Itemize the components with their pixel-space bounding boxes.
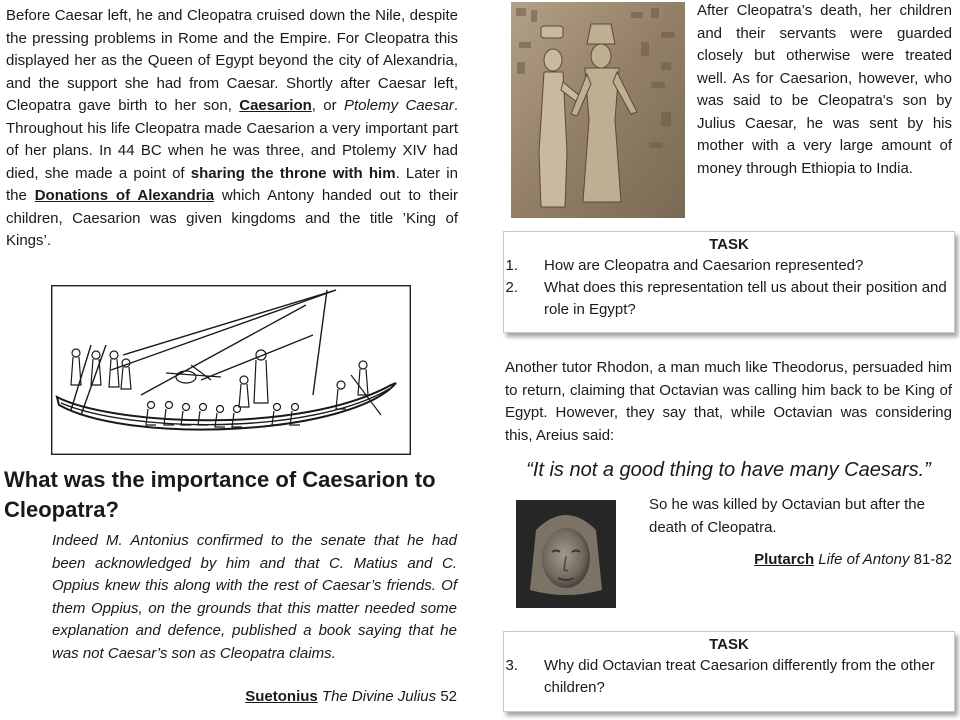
task-question: Why did Octavian treat Caesarion differently from the other children? [544, 657, 935, 696]
task-box-2 [503, 631, 955, 712]
task-item [504, 255, 954, 277]
rhodon-paragraph: Another tutor Rhodon, a man much like Theodorus, persuaded him to return, claiming that Octavian was calling him back to be King of Egypt. However, they say that, while Octavian was considering this, Areius said: [505, 359, 952, 444]
task-item [504, 277, 954, 321]
suetonius-quote: Indeed M. Antonius confirmed to the senate that he had been acknowledged by him and that C. Matius and C. Oppius knew this along with the rest of Caesar’s friends. Of them Oppius, on the grounds that this matter needed some explanation and defence, published a book saying that he was not Caesar’s son as Cleopatra claims. [52, 532, 457, 662]
task-number: 1. [505, 257, 518, 274]
caesarion-fate-paragraph: After Cleopatra’s death, her children and their servants were guarded closely but otherwise were treated well. As for Caesarion, however, who was said to be Cleopatra's son by Julius Caesar, he was sent by his mother with a very large amount of money through Ethiopia to India. [697, 2, 952, 177]
task-question: How are Cleopatra and Caesarion represented? [544, 257, 864, 274]
many-caesars-quote: “It is not a good thing to have many Caesars.” [526, 459, 931, 481]
intro-text-3: . Throughout his life Cleopatra made Caesarion a very important part of her plans. In 44 BC when he was three, and Ptolemy XIV had died, she made a point of [6, 97, 458, 182]
task-list [504, 655, 954, 699]
sharing-throne-text: sharing the throne with him [190, 164, 396, 182]
intro-text-2: , or [311, 97, 344, 114]
intro-text-5: which Antony handed out to their children, Caesarion was given kingdoms and the title ’King of Kings’. [6, 187, 458, 249]
citation-ref: 81-82 [913, 551, 952, 568]
task-number: 2. [505, 279, 518, 296]
suetonius-citation [220, 686, 457, 708]
caesarion-link[interactable]: Caesarion [239, 97, 312, 114]
ptolemy-caesar-text: Ptolemy Caesar [343, 97, 454, 114]
suetonius-link[interactable]: Suetonius [245, 688, 318, 705]
question-heading: What was the importance of Caesarion to Cleopatra? [4, 467, 436, 522]
task-heading: TASK [709, 236, 749, 253]
egyptian-relief-image [511, 2, 685, 218]
plutarch-link[interactable]: Plutarch [754, 551, 815, 568]
donations-link[interactable]: Donations of Alexandria [34, 187, 215, 204]
intro-paragraph [6, 5, 458, 253]
citation-ref: 52 [440, 688, 457, 705]
nile-ship-illustration [51, 285, 411, 455]
task-heading: TASK [709, 636, 749, 653]
task-box-1 [503, 231, 955, 333]
task-question: What does this representation tell us about their position and role in Egypt? [544, 279, 947, 318]
task-item [504, 655, 954, 699]
plutarch-citation [600, 549, 952, 571]
intro-text-1: Before Caesar left, he and Cleopatra cruised down the Nile, despite the pressing problems in Rome and the Empire. For Cleopatra this displayed her as the Queen of Egypt beyond the city of Alexandria, and the support she had from Caesar. Shortly after Caesar left, Cleopatra gave birth to her son, [6, 7, 458, 114]
killed-by-octavian-text: So he was killed by Octavian but after the death of Cleopatra. [649, 496, 925, 536]
citation-work: The Divine Julius [321, 688, 437, 705]
intro-text-4: . Later in the [6, 164, 458, 204]
task-number: 3. [505, 657, 518, 674]
citation-work: Life of Antony [818, 551, 910, 568]
task-list [504, 255, 954, 321]
